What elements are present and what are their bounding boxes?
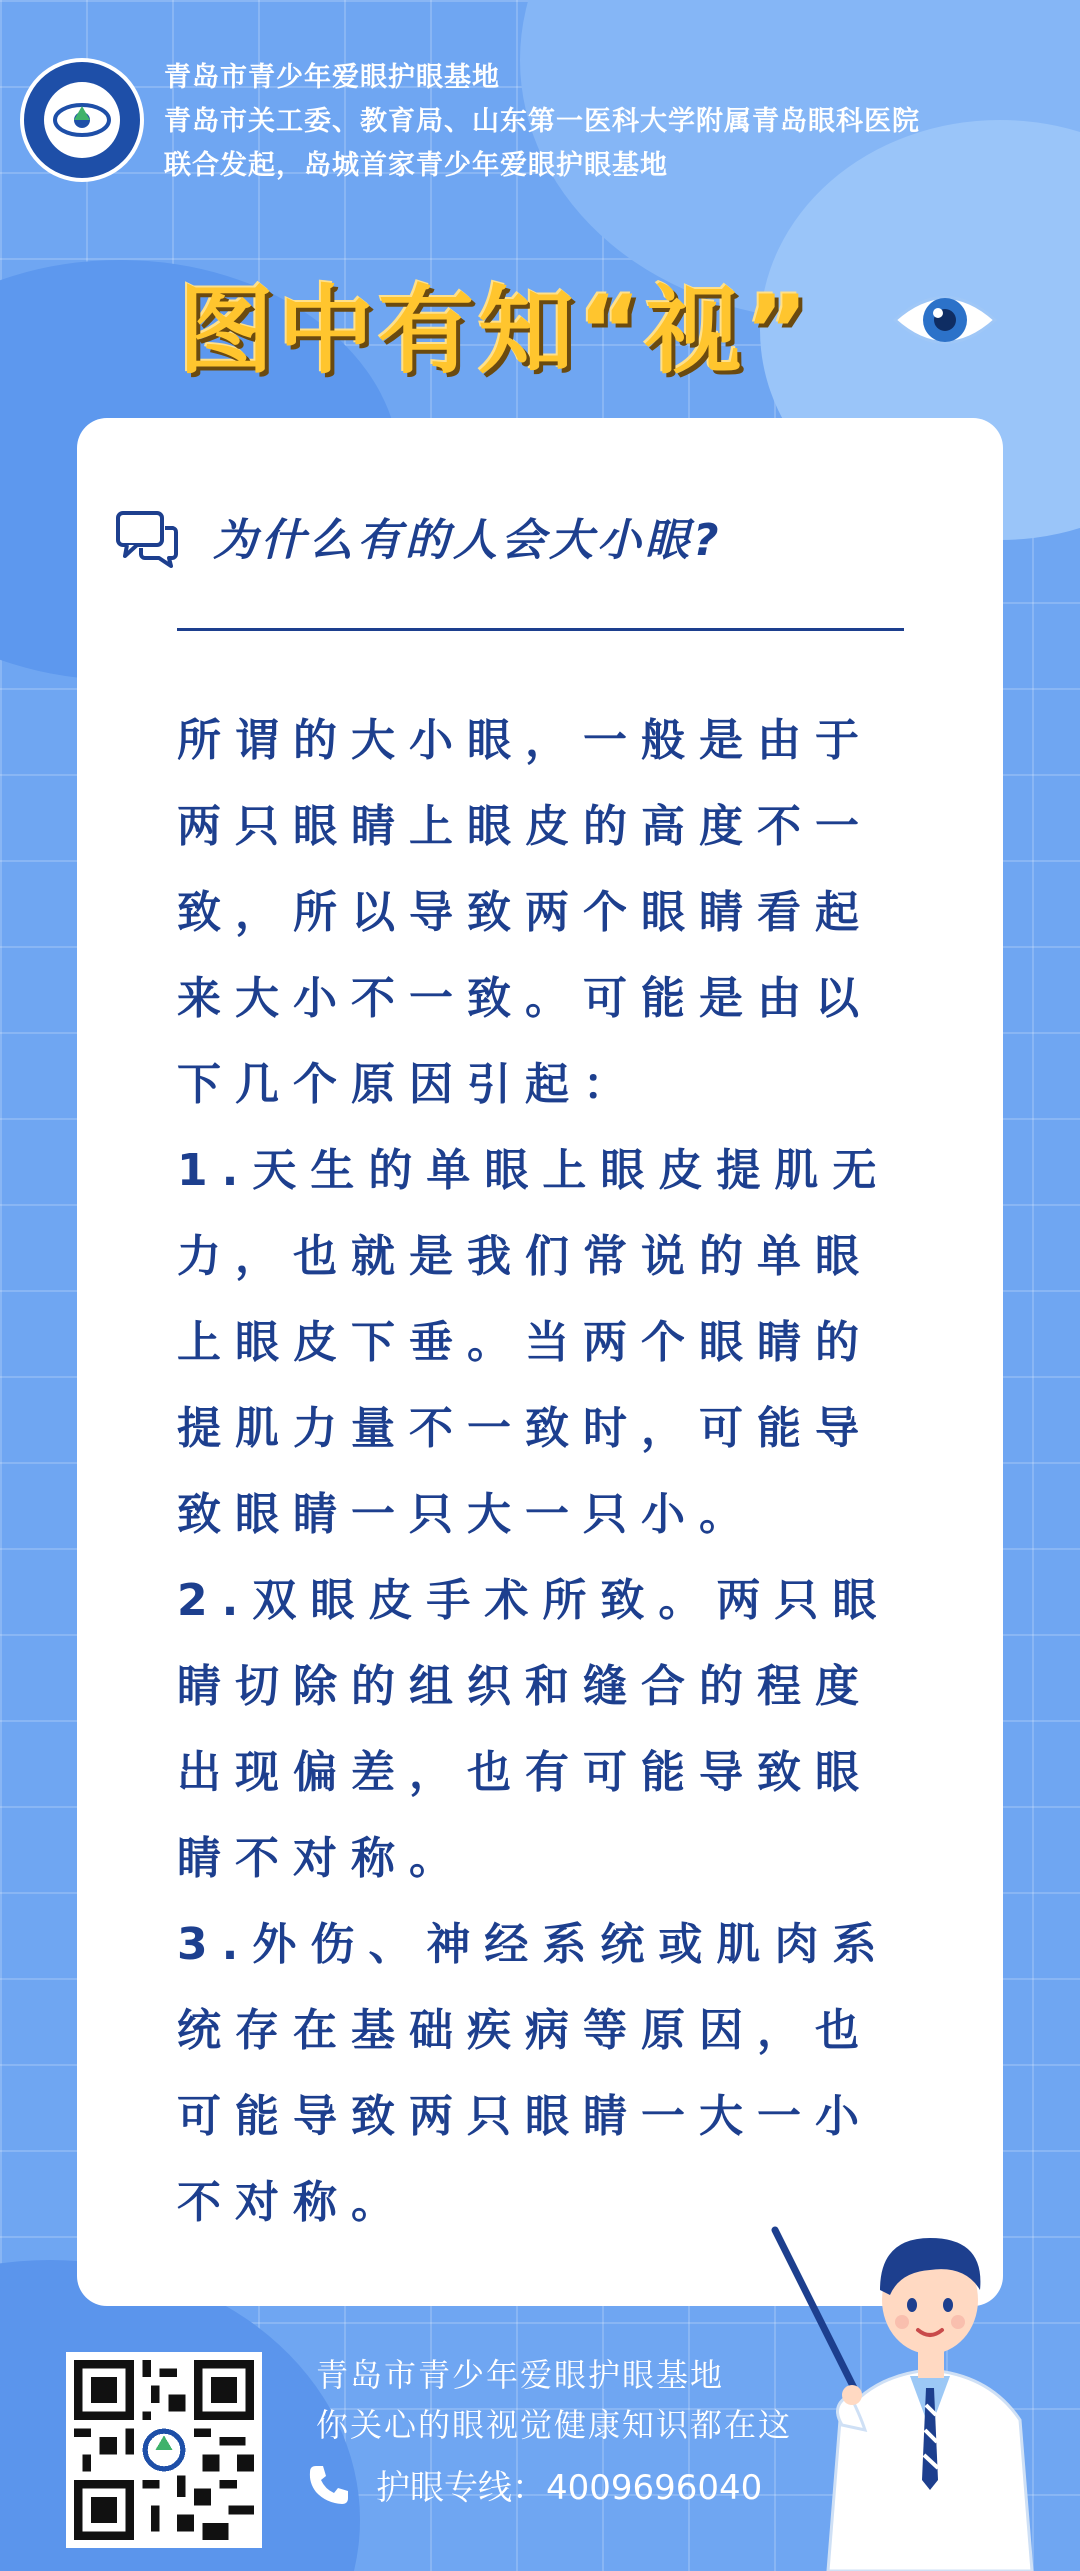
card-heading: 为什么有的人会大小眼? [213, 515, 723, 566]
phone-icon [306, 2462, 352, 2508]
base-logo [20, 58, 144, 182]
qr-code-icon [74, 2360, 254, 2540]
header [0, 0, 1080, 400]
hotline-text: 护眼专线：4009696040 [376, 2468, 763, 2508]
eye-icon [890, 280, 1000, 360]
doctor-illustration [770, 2190, 1050, 2571]
page-title: 图中有知“视” [178, 275, 813, 387]
paragraph-reason-3: 3.外伤、神经系统或肌肉系统存在基础疾病等原因，也可能导致两只眼睛一大一小不对称。 [177, 1919, 891, 2228]
logo-eye-icon [52, 100, 112, 140]
hotline[interactable] [306, 2460, 762, 2509]
org-line-1: 青岛市青少年爱眼护眼基地 [164, 62, 500, 93]
organization-info [164, 56, 920, 188]
footer-tagline: 你关心的眼视觉健康知识都在这 [316, 2406, 793, 2444]
content-card [77, 418, 1003, 2306]
qr-code[interactable] [66, 2352, 262, 2548]
paragraph-reason-1: 1.天生的单眼上眼皮提肌无力，也就是我们常说的单眼上眼皮下垂。当两个眼睛的提肌力量不一致时，可能导致眼睛一只大一只小。 [177, 1145, 891, 1540]
org-line-3: 联合发起，岛城首家青少年爱眼护眼基地 [164, 150, 668, 181]
paragraph-intro: 所谓的大小眼，一般是由于两只眼睛上眼皮的高度不一致，所以导致两个眼睛看起来大小不一致。可能是由以下几个原因引起： [177, 715, 873, 1110]
article-body [177, 698, 917, 2246]
org-line-2: 青岛市关工委、教育局、山东第一医科大学附属青岛眼科医院 [164, 106, 920, 137]
footer-base-name: 青岛市青少年爱眼护眼基地 [316, 2356, 725, 2394]
paragraph-reason-2: 2.双眼皮手术所致。两只眼睛切除的组织和缝合的程度出现偏差，也有可能导致眼睛不对称。 [177, 1575, 891, 1884]
heading-divider [177, 628, 904, 631]
chat-bubble-icon [115, 510, 179, 570]
